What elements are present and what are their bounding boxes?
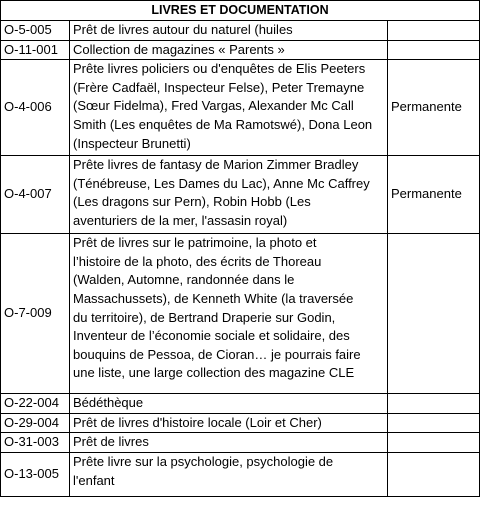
table-title: LIVRES ET DOCUMENTATION bbox=[1, 1, 480, 21]
row-code: O-7-009 bbox=[1, 234, 70, 394]
table-row bbox=[1, 394, 480, 414]
row-description: Prête livres policiers ou d'enquêtes de Elis Peeters (Frère Cadfaël, Inspecteur Felse), Peter Tremayne (Sœur Fidelma), Fred Vargas, Alexander Mc Call Smith (Les enquêtes de Ma Ramotswé), Dona Leon (Inspecteur Brunetti) bbox=[70, 60, 388, 156]
row-status: Permanente bbox=[388, 60, 480, 156]
table-row bbox=[1, 21, 480, 41]
row-code: O-13-005 bbox=[1, 452, 70, 496]
row-status bbox=[388, 452, 480, 496]
row-description: Prêt de livres sur le patrimoine, la photo et l’histoire de la photo, des écrits de Thoreau (Walden, Automne, randonnée dans le Massachussets), de Kenneth White (la traversée du territoire), de Bertrand Draperie sur Godin, Inventeur de l’économie sociale et solidaire, des bouquins de Pessoa, de Cioran… je pourrais faire une liste, une large collection des magazine CLE bbox=[70, 234, 388, 394]
row-code: O-4-007 bbox=[1, 156, 70, 234]
row-code: O-5-005 bbox=[1, 21, 70, 41]
row-description: Prête livre sur la psychologie, psychologie de l'enfant bbox=[70, 452, 388, 496]
row-description: Prêt de livres d'histoire locale (Loir et Cher) bbox=[70, 413, 388, 433]
row-description: Prête livres de fantasy de Marion Zimmer Bradley (Ténébreuse, Les Dames du Lac), Anne Mc Caffrey (Les dragons sur Pern), Robin Hobb (Les aventuriers de la mer, l'assasin royal) bbox=[70, 156, 388, 234]
table-row bbox=[1, 60, 480, 156]
table-row bbox=[1, 413, 480, 433]
row-code: O-4-006 bbox=[1, 60, 70, 156]
table-row bbox=[1, 156, 480, 234]
row-status: Permanente bbox=[388, 156, 480, 234]
row-status bbox=[388, 234, 480, 394]
row-description: Prêt de livres autour du naturel (huiles bbox=[70, 21, 388, 41]
row-description: Collection de magazines « Parents » bbox=[70, 40, 388, 60]
row-description: Bédéthèque bbox=[70, 394, 388, 414]
row-status bbox=[388, 40, 480, 60]
row-code: O-29-004 bbox=[1, 413, 70, 433]
table-row bbox=[1, 234, 480, 394]
table-row bbox=[1, 452, 480, 496]
row-status bbox=[388, 394, 480, 414]
row-status bbox=[388, 21, 480, 41]
row-description: Prêt de livres bbox=[70, 433, 388, 453]
table-row bbox=[1, 433, 480, 453]
row-status bbox=[388, 413, 480, 433]
row-code: O-11-001 bbox=[1, 40, 70, 60]
table-row bbox=[1, 40, 480, 60]
row-code: O-31-003 bbox=[1, 433, 70, 453]
row-code: O-22-004 bbox=[1, 394, 70, 414]
row-status bbox=[388, 433, 480, 453]
table-header-row bbox=[1, 1, 480, 21]
